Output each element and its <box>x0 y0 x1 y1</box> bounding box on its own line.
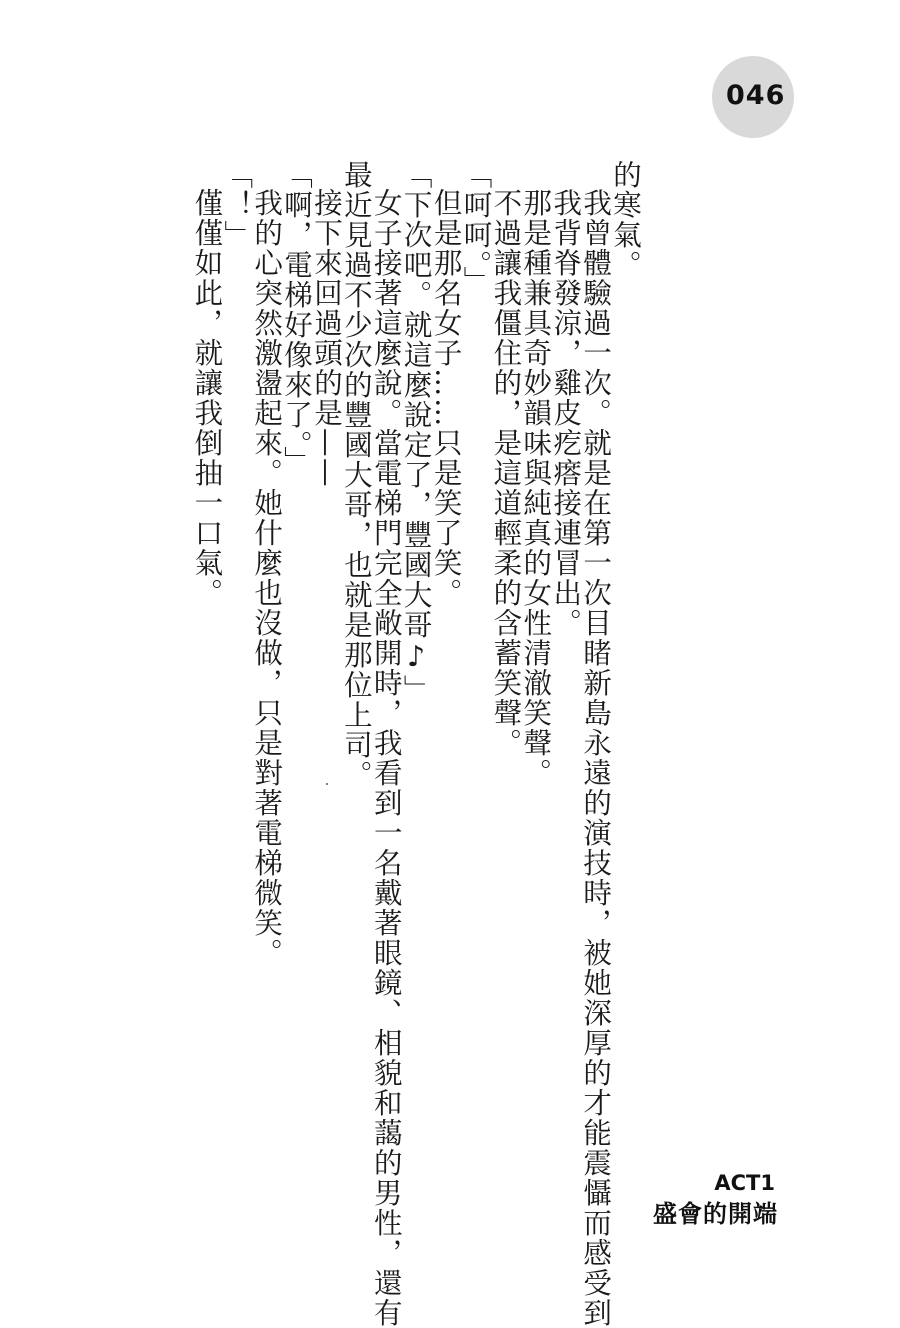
print-speck <box>326 783 328 785</box>
text-column: 「！」 <box>220 160 254 250</box>
text-column: 最近見過不少次的豐國大哥，也就是那位上司。 <box>339 160 373 790</box>
text-column: 不過讓我僵住的，是這道輕柔的含蓄笑聲。 <box>489 188 523 758</box>
text-column: 的寒氣。 <box>609 160 642 280</box>
text-column: 「下次吧。就這麼說定了，豐國大哥♪」 <box>399 160 433 705</box>
text-column: 我背脊發涼，雞皮疙瘩接連冒出。 <box>549 188 583 638</box>
text-column: 但是那名女子……只是笑了笑。 <box>429 188 463 608</box>
footer-chapter-title: 盛會的開端 <box>653 1200 778 1228</box>
text-column: 僅僅如此，就讓我倒抽一口氣。 <box>190 188 224 608</box>
text-column: 我曾體驗過一次。就是在第一次目睹新島永遠的演技時，被她深厚的才能震懾而感受到 <box>579 188 613 1328</box>
text-column: 「呵呵。」 <box>459 160 493 296</box>
text-column: 接下來回過頭的是—— <box>309 188 343 488</box>
page-number: 046 <box>726 80 786 111</box>
text-column: 我的心突然激盪起來。她什麼也沒做，只是對著電梯微笑。 <box>250 188 284 968</box>
body-text <box>130 160 642 1328</box>
text-column: 女子接著這麼說。當電梯門完全敞開時，我看到一名戴著眼鏡、相貌和藹的男性，還有 <box>369 188 403 1328</box>
text-column: 那是種兼具奇妙韻味與純真的女性清澈笑聲。 <box>519 188 553 788</box>
footer-act-label: ACT1 <box>714 1171 775 1195</box>
text-column: 「啊，電梯好像來了。」 <box>280 160 314 476</box>
